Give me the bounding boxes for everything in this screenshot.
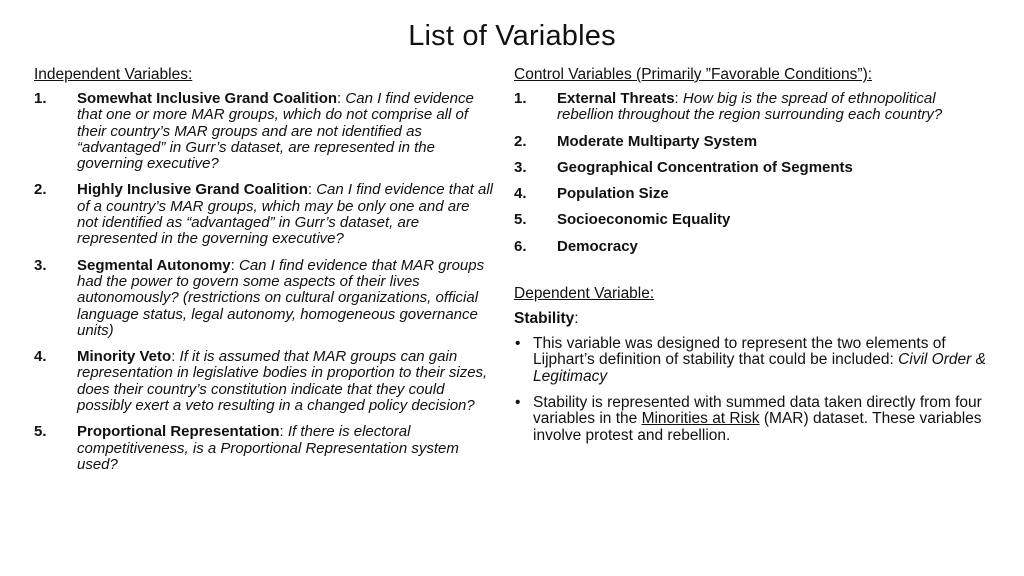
bullet-marker: • [515,393,521,411]
variable-description: Can I find evidence that MAR groups had the power to govern some aspects of their lives autonomously? (restrictions on cultural organizations, official language status, legal autonomy, homogeneous governance units) [77,256,485,339]
item-number: 2. [514,132,527,150]
item-number: 5. [514,211,527,229]
variable-description: How big is the spread of ethnopolitical rebellion throughout the region surrounding each country? [557,90,943,124]
list-item [34,424,494,473]
item-number: 1. [34,90,47,107]
variable-description: Can I find evidence that all of a country’s MAR groups, which may be only one and are not identified as “advantaged” in Gurr’s dataset, are represented in the governing executive? [77,181,493,248]
bullet-item [514,336,994,385]
separator: : [230,256,239,274]
independent-variables-column [34,66,494,483]
item-number: 2. [34,181,47,199]
variable-name: Geographical Concentration of Segments [557,158,853,176]
list-item [514,239,994,255]
list-item [514,160,994,176]
bullet-italic-text: Civil Order & Legitimacy [533,351,986,385]
variable-name: External Threats [557,90,675,107]
control-heading: Control Variables (Primarily ”Favorable Conditions”): [514,66,873,83]
dependent-variable-name: Stability [514,310,575,328]
bullet-text: (MAR) dataset. These variables involve protest and rebellion. [533,410,982,444]
variable-description: If there is electoral competitiveness, is a Proportional Representation system used? [77,423,459,473]
item-number: 3. [34,256,47,274]
page-title: List of Variables [408,20,616,52]
item-number: 4. [514,185,527,203]
variable-name: Highly Inclusive Grand Coalition [77,181,308,199]
variable-name: Proportional Representation [77,423,280,441]
item-number: 3. [514,158,527,176]
item-number: 4. [34,348,47,366]
variable-description: Can I find evidence that one or more MAR groups, which do not comprise all of their country’s MAR groups and are not identified as “advantaged” in Gurr’s dataset, are represented in the governing executive? [77,90,474,173]
dependent-heading: Dependent Variable: [514,285,655,303]
variable-name: Population Size [557,185,669,203]
variable-name: Somewhat Inclusive Grand Coalition [77,90,338,107]
item-number: 5. [34,423,47,441]
bullet-text: This variable was designed to represent the two elements of Lijphart’s definition of stability that could be included: [533,335,946,369]
separator: : [279,423,288,441]
bullet-text: Stability is represented with summed data taken directly from four variables in the [533,393,982,428]
separator: : [307,181,317,199]
dependent-variable-label [514,310,994,328]
variable-name: Democracy [557,237,638,255]
list-item [34,91,494,172]
minorities-at-risk-link[interactable]: Minorities at Risk [641,410,760,428]
list-item [34,349,494,414]
separator: : [337,90,346,107]
independent-heading: Independent Variables: [34,66,193,83]
variable-name: Segmental Autonomy [77,256,231,274]
variable-name: Socioeconomic Equality [557,211,731,229]
item-number: 6. [514,237,527,255]
list-item [514,91,994,124]
variable-name: Moderate Multiparty System [557,132,758,150]
bullet-marker: • [515,335,521,353]
separator: : [674,90,683,107]
list-item [514,186,994,202]
separator: : [171,348,180,366]
control-list [514,91,994,255]
dependent-bullets [514,336,994,444]
list-item [34,258,494,339]
bullet-item [514,395,994,444]
list-item [514,212,994,228]
independent-list [34,91,494,473]
separator: : [574,310,579,328]
item-number: 1. [514,90,527,107]
list-item [34,182,494,247]
variable-description: If it is assumed that MAR groups can gain representation in legislative bodies in proportion to their sizes, does their country’s constitution indicate that they could possibly exert a veto resulting in a changed policy decision? [77,348,488,415]
control-dependent-column [514,66,994,454]
variable-name: Minority Veto [77,348,172,366]
list-item [514,134,994,150]
